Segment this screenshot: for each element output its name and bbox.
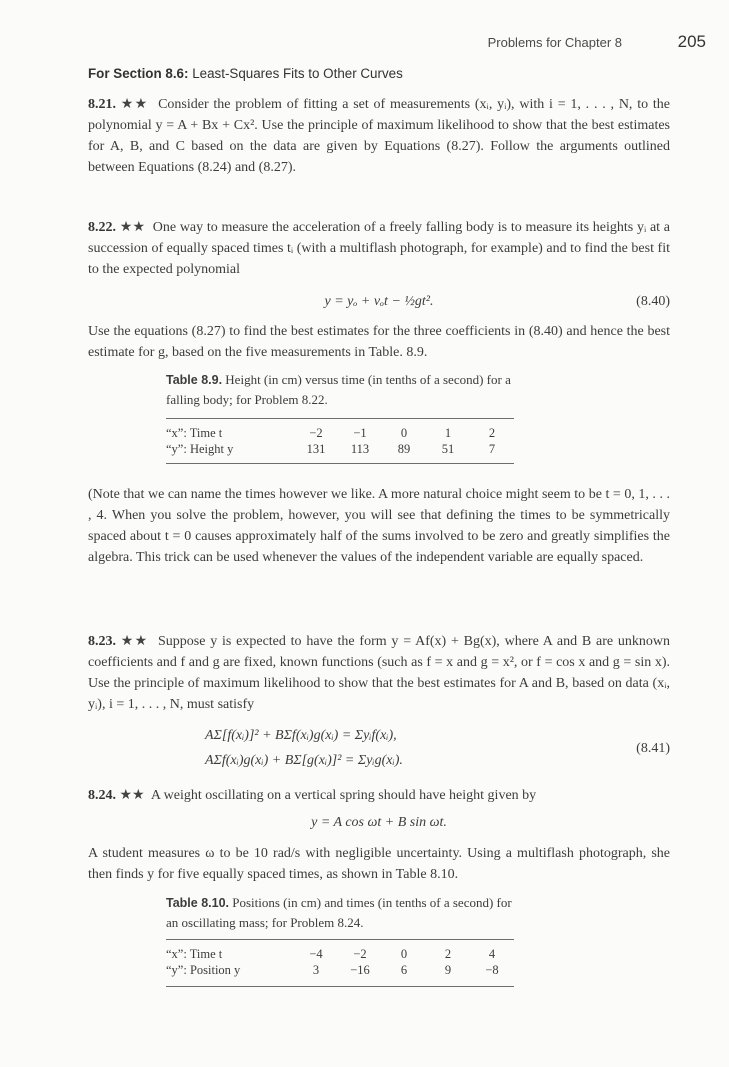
table-row: [166, 962, 514, 978]
section-label: For Section 8.6:: [88, 66, 189, 81]
problem-number: 8.22.: [88, 220, 116, 235]
table-8-10: [166, 893, 514, 993]
table-body: [166, 425, 514, 457]
problem-number: 8.24.: [88, 788, 116, 803]
running-head-title: Problems for Chapter 8: [487, 35, 622, 50]
table-cell: −2: [353, 946, 367, 961]
problem-text-after: Use the equations (8.27) to find the best estimates for the three coefficients in (8.40) and hence the best estimate for g, based on the five measurements in Table. 8.9.: [88, 324, 670, 360]
table-row: [166, 425, 514, 441]
table-caption-text: Positions (in cm) and times (in tenths of a second) for an oscillating mass; for Problem 8.24.: [166, 895, 512, 930]
problem-text: Suppose y is expected to have the form y = Af(x) + Bg(x), where A and B are unknown coefficients and f and g are fixed, known functions (such as f = x and g = x², or f = cos x and g = sin x). Use the principle of maximum likelihood to show that the best estimates for A and B, based on data (xᵢ, yᵢ), i = 1, . . . , N, must satisfy: [88, 634, 671, 712]
equation-oscillation: [88, 815, 670, 835]
table-top-rule: [166, 418, 514, 419]
table-row: [166, 946, 514, 962]
problem-8-22: [88, 217, 670, 280]
table-cell: 89: [397, 441, 411, 456]
difficulty-stars: ★★: [120, 97, 149, 112]
row-label: “y”: Position y: [166, 962, 241, 977]
problem-8-24-continued: [88, 843, 670, 885]
section-title: Least-Squares Fits to Other Curves: [192, 66, 403, 81]
table-bottom-rule: [166, 463, 514, 464]
table-cell: −2: [309, 425, 323, 440]
equation-8-40: [88, 294, 670, 314]
table-cell: 131: [306, 441, 326, 456]
table-cell: −16: [350, 962, 370, 977]
table-cell: −8: [485, 962, 499, 977]
problem-8-23: [88, 631, 670, 715]
table-cell: 0: [400, 946, 408, 961]
table-cell: −4: [309, 946, 323, 961]
table-cell: 1: [444, 425, 452, 440]
problem-text: A weight oscillating on a vertical spring should have height given by: [150, 788, 537, 803]
difficulty-stars: ★★: [119, 788, 145, 803]
table-cell: 4: [488, 946, 496, 961]
row-label: “y”: Height y: [166, 441, 234, 456]
problem-8-22-continued: [88, 321, 670, 363]
equation-line-2: AΣf(xᵢ)g(xᵢ) + BΣ[g(xᵢ)]² = Σyᵢg(xᵢ).: [205, 753, 403, 768]
table-cell: 9: [444, 962, 452, 977]
section-heading: [88, 66, 403, 81]
table-cell: 2: [444, 946, 452, 961]
table-cell: 7: [488, 441, 496, 456]
equation-line-1: AΣ[f(xᵢ)]² + BΣf(xᵢ)g(xᵢ) = Σyᵢf(xᵢ),: [205, 728, 397, 743]
problem-text: Consider the problem of fitting a set of measurements (xᵢ, yᵢ), with i = 1, . . . , N, to the polynomial y = A + Bx + Cx². Use the principle of maximum likelihood to show that the best estimates for A, B, and C based on the data are given by Equations (8.27). Follow the arguments outlined between Equations (8.24) and (8.27).: [88, 97, 671, 175]
problem-number: 8.23.: [88, 634, 116, 649]
problem-text-after: A student measures ω to be 10 rad/s with negligible uncertainty. Using a multiflash photograph, she then finds y for five equally spaced times, as shown in Table 8.10.: [88, 846, 670, 882]
page-number: 205: [677, 32, 706, 51]
table-cell: 0: [400, 425, 408, 440]
note-paragraph: (Note that we can name the times however we like. A more natural choice might seem to be t = 0, 1, . . . , 4. When you solve the problem, however, you will see that defining the times to be symmetrically spaced about t = 0 causes approximately half of the sums involved to be zero and greatly simplifies the algebra. This trick can be used whenever the values of the independent variable are equally spaced.: [88, 487, 670, 565]
table-cell: 51: [441, 441, 455, 456]
table-bottom-rule: [166, 986, 514, 987]
equation-number: (8.40): [636, 294, 670, 309]
table-caption: [166, 370, 514, 409]
row-label: “x”: Time t: [166, 946, 223, 961]
problem-text: One way to measure the acceleration of a freely falling body is to measure its heights yᵢ at a succession of equally spaced times tᵢ (with a multiflash photograph, for example) and to find the best fit to the expected polynomial: [88, 220, 671, 277]
difficulty-stars: ★★: [120, 634, 149, 649]
table-label: Table 8.10.: [166, 896, 229, 910]
table-cell: −1: [353, 425, 367, 440]
equation-8-41: [88, 728, 670, 776]
table-row: [166, 441, 514, 457]
row-label: “x”: Time t: [166, 425, 223, 440]
problem-8-21: [88, 94, 670, 178]
table-cell: 113: [350, 441, 370, 456]
table-top-rule: [166, 939, 514, 940]
table-caption-text: Height (in cm) versus time (in tenths of a second) for a falling body; for Problem 8.22.: [166, 372, 511, 407]
table-label: Table 8.9.: [166, 373, 223, 387]
table-caption: [166, 893, 514, 932]
table-8-9: [166, 370, 514, 470]
table-body: [166, 946, 514, 978]
table-cell: 2: [488, 425, 496, 440]
problem-8-24: [88, 785, 670, 806]
equation-text: y = yₒ + vₒt − ½gt².: [324, 294, 434, 309]
problem-number: 8.21.: [88, 97, 116, 112]
difficulty-stars: ★★: [119, 220, 146, 235]
table-cell: 6: [400, 962, 408, 977]
table-cell: 3: [312, 962, 320, 977]
equation-number: (8.41): [636, 741, 670, 756]
equation-text: y = A cos ωt + B sin ωt.: [311, 815, 447, 830]
